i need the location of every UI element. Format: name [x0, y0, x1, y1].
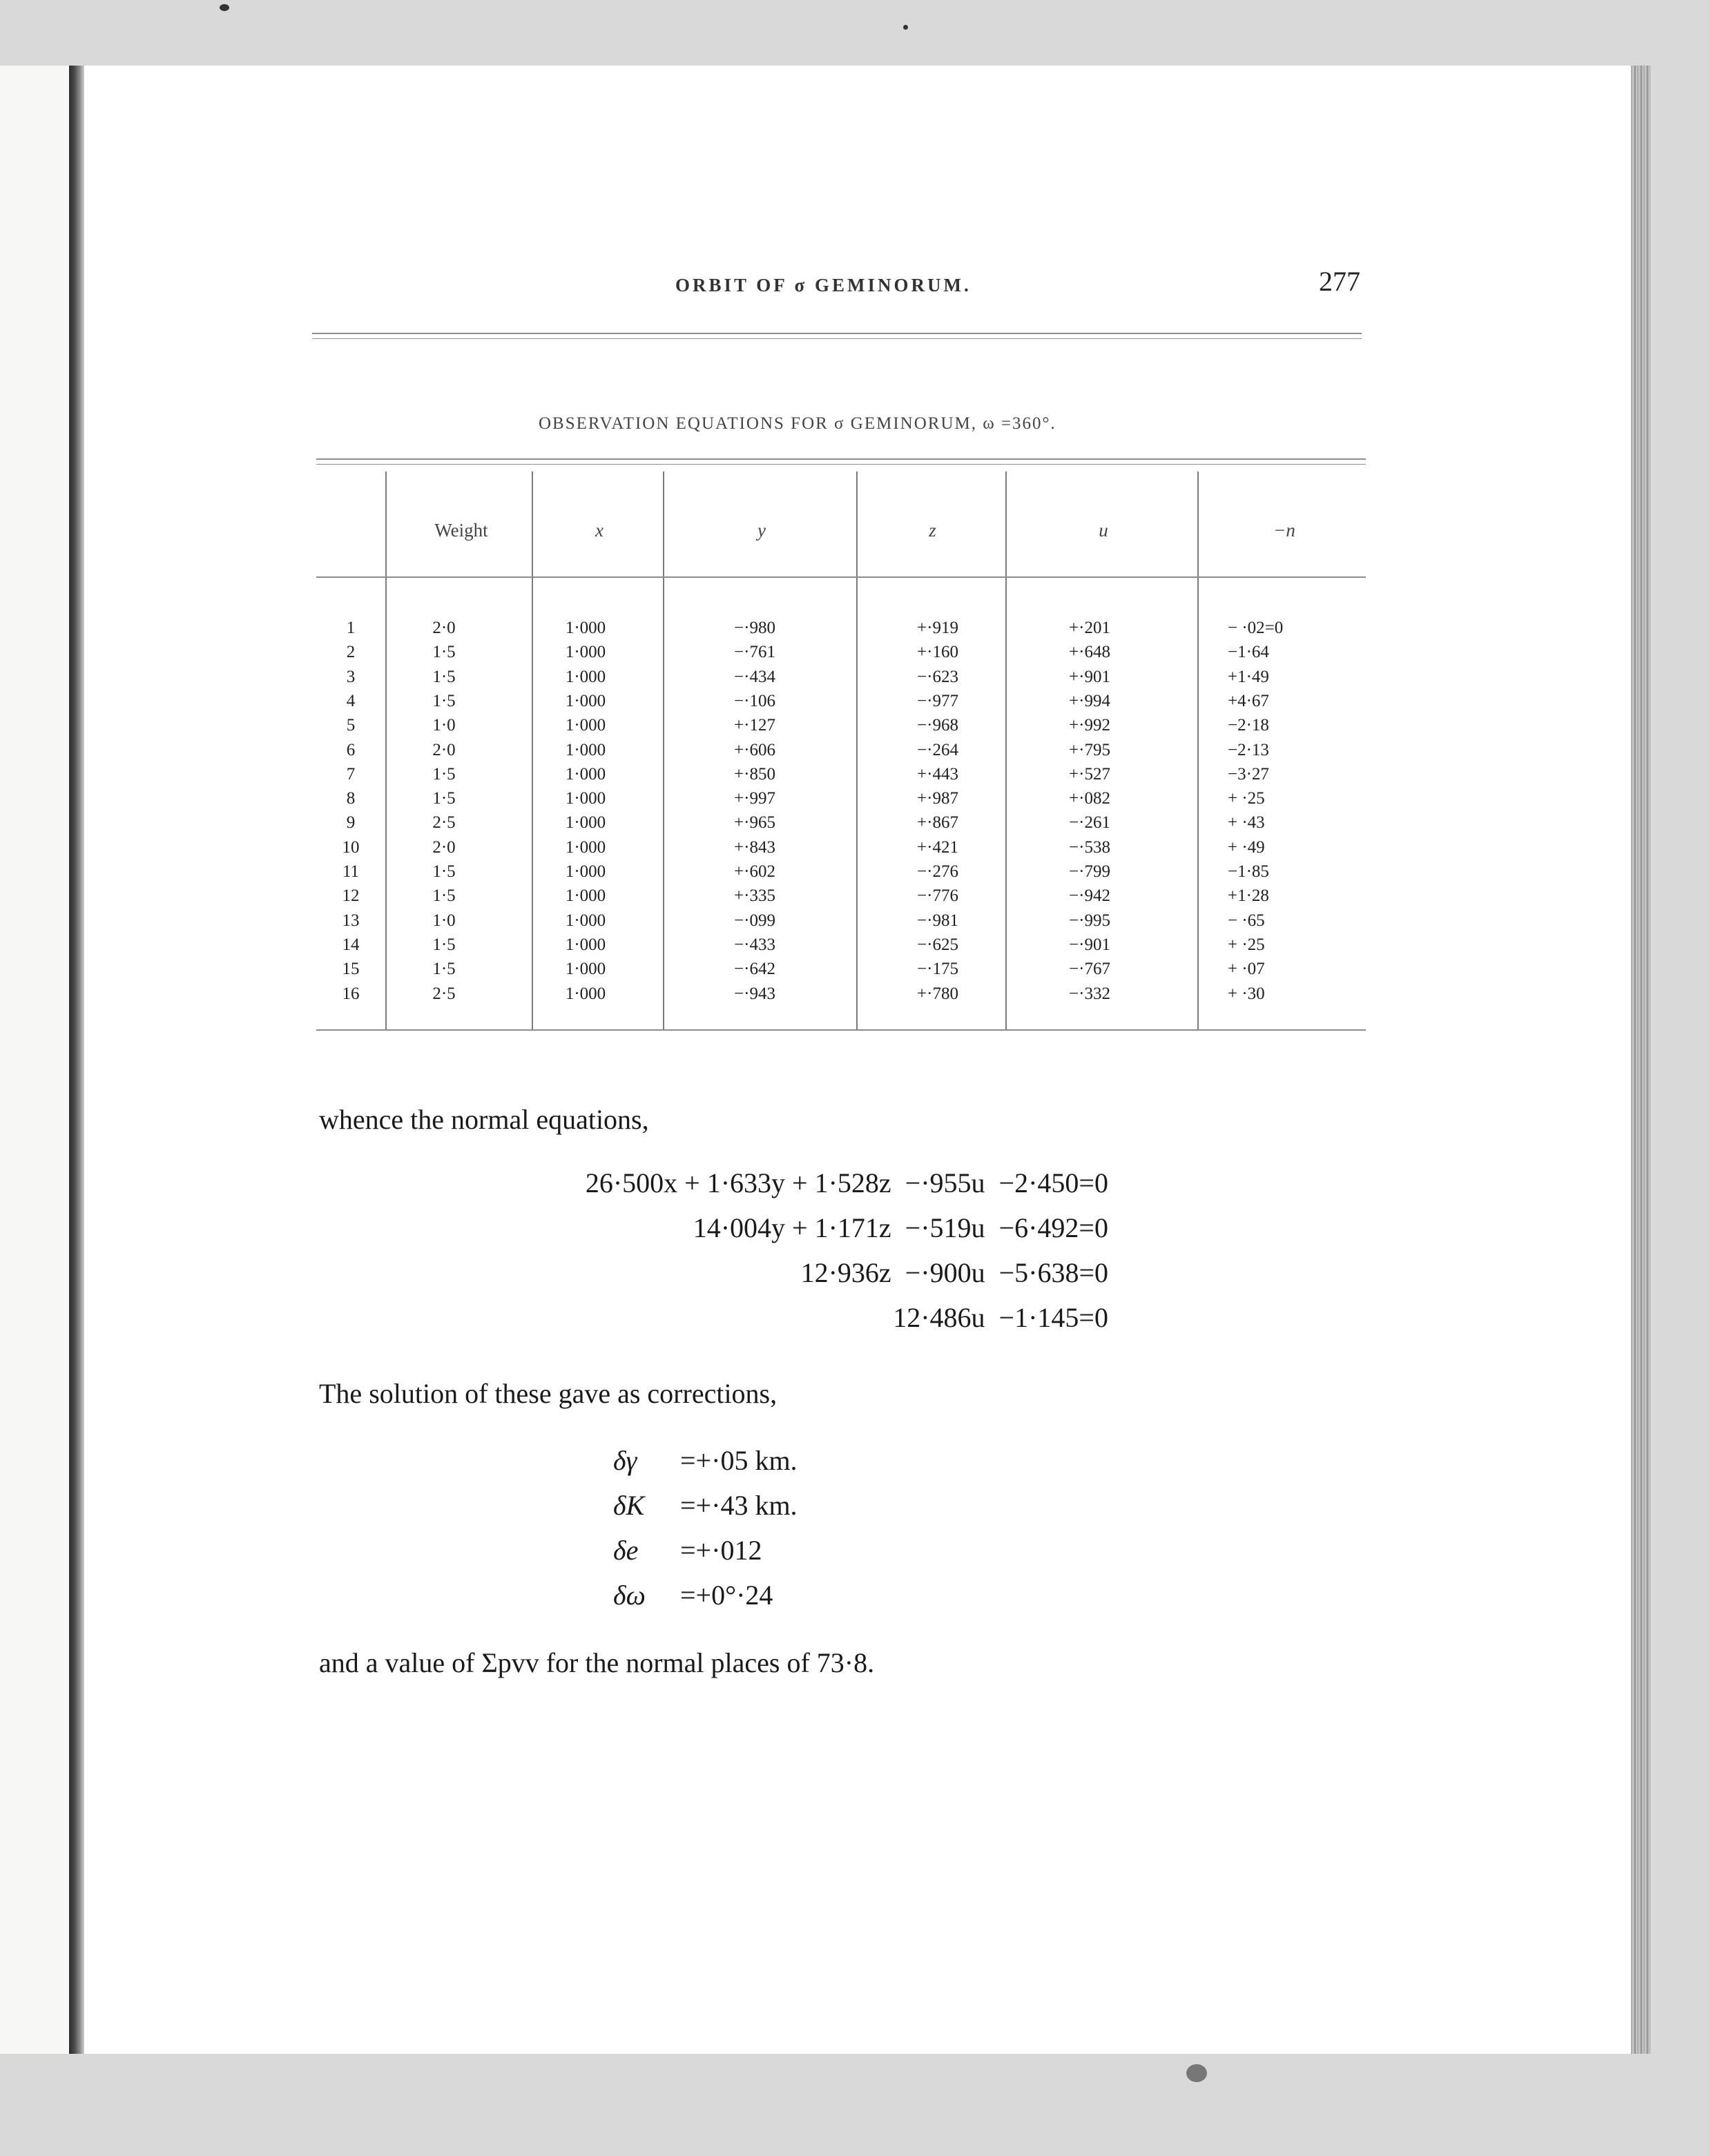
table-row: [316, 886, 1366, 911]
y-cell: −·642: [734, 960, 775, 979]
weight-cell: 1·5: [432, 886, 456, 906]
u-cell: −·767: [1069, 960, 1110, 979]
u-cell: +·795: [1069, 740, 1110, 759]
z-cell: −·175: [917, 960, 958, 979]
dust-speck: [220, 4, 229, 11]
weight-cell: 1·5: [432, 691, 456, 710]
table-row: [316, 862, 1366, 886]
y-cell: +·965: [734, 813, 775, 833]
u-cell: −·261: [1069, 813, 1110, 833]
y-cell: +·843: [734, 837, 775, 857]
weight-cell: 1·5: [432, 789, 456, 808]
book-page: [84, 66, 1631, 2054]
u-cell: +·201: [1069, 619, 1110, 637]
correction-omega-value: =+0°·24: [680, 1580, 773, 1611]
u-cell: −·901: [1069, 935, 1110, 954]
header-rule: [316, 576, 1366, 578]
x-cell: 1·000: [565, 813, 606, 833]
header-x: x: [595, 520, 604, 541]
neg-n-cell: +4·67: [1228, 691, 1269, 710]
facing-page-edge: [0, 66, 70, 2054]
table-top-rule: [316, 458, 1366, 460]
y-cell: −·943: [734, 984, 775, 1003]
z-cell: +·919: [917, 619, 958, 637]
z-cell: −·264: [917, 740, 958, 759]
neg-n-cell: + ·30: [1228, 984, 1265, 1003]
weight-cell: 1·5: [432, 960, 456, 979]
u-cell: +·992: [1069, 716, 1110, 735]
head-rule: [312, 333, 1362, 334]
correction-gamma-value: =+·05 km.: [680, 1445, 798, 1476]
x-cell: 1·000: [565, 619, 606, 637]
correction-gamma-symbol: δγ: [613, 1445, 637, 1476]
y-cell: +·602: [734, 862, 775, 881]
row-number: 8: [346, 789, 356, 808]
normal-equation-4: 12·486u −1·145=0: [893, 1302, 1108, 1333]
neg-n-cell: −1·64: [1228, 643, 1269, 662]
normal-equation-2: 14·004y + 1·171z −·519u −6·492=0: [693, 1212, 1108, 1243]
table-row: [316, 960, 1366, 984]
weight-cell: 1·5: [432, 935, 456, 954]
row-number: 4: [346, 691, 356, 710]
row-number: 11: [342, 862, 360, 881]
z-cell: −·623: [917, 667, 958, 686]
head-rule-thin: [312, 338, 1362, 339]
y-cell: −·980: [734, 619, 775, 637]
header-weight: Weight: [434, 520, 488, 541]
x-cell: 1·000: [565, 691, 606, 710]
table-bottom-rule: [316, 1029, 1366, 1031]
correction-k-symbol: δK: [613, 1490, 645, 1521]
table-top-rule-thin: [316, 464, 1366, 465]
header-z: z: [929, 520, 936, 541]
y-cell: +·850: [734, 764, 775, 784]
row-number: 12: [342, 886, 360, 906]
row-number: 2: [346, 643, 356, 662]
table-row: [316, 789, 1366, 813]
table-title: OBSERVATION EQUATIONS FOR σ GEMINORUM, ω =360°.: [539, 414, 1056, 433]
u-cell: −·799: [1069, 862, 1110, 881]
normal-equation-1: 26·500x + 1·633y + 1·528z −·955u −2·450=0: [585, 1167, 1108, 1198]
table-row: [316, 984, 1366, 1009]
table-row: [316, 935, 1366, 960]
neg-n-cell: − ·02=0: [1228, 619, 1284, 637]
weight-cell: 1·5: [432, 643, 456, 662]
x-cell: 1·000: [565, 716, 606, 735]
x-cell: 1·000: [565, 764, 606, 784]
weight-cell: 1·5: [432, 667, 456, 686]
neg-n-cell: + ·49: [1228, 837, 1265, 857]
u-cell: +·648: [1069, 643, 1110, 662]
u-cell: +·901: [1069, 667, 1110, 686]
neg-n-cell: + ·07: [1228, 960, 1265, 979]
u-cell: −·332: [1069, 984, 1110, 1003]
z-cell: +·421: [917, 837, 958, 857]
neg-n-cell: + ·43: [1228, 813, 1265, 833]
row-number: 5: [346, 716, 356, 735]
row-number: 9: [346, 813, 356, 833]
y-cell: −·099: [734, 911, 775, 930]
table-row: [316, 911, 1366, 935]
z-cell: +·867: [917, 813, 958, 833]
weight-cell: 1·5: [432, 764, 456, 784]
book-gutter: [69, 66, 84, 2054]
y-cell: −·434: [734, 667, 775, 686]
x-cell: 1·000: [565, 886, 606, 906]
normal-equation-3: 12·936z −·900u −5·638=0: [800, 1257, 1108, 1288]
x-cell: 1·000: [565, 960, 606, 979]
table-row: [316, 765, 1366, 789]
row-number: 14: [342, 935, 360, 954]
page-block-edge: [1631, 66, 1650, 2054]
table-row: [316, 619, 1366, 643]
closing-sentence: and a value of Σpvv for the normal places of 73·8.: [319, 1647, 875, 1678]
z-cell: +·443: [917, 764, 958, 784]
weight-cell: 2·0: [432, 619, 456, 637]
row-number: 3: [346, 667, 356, 686]
table-row: [316, 643, 1366, 667]
weight-cell: 2·5: [432, 813, 456, 833]
correction-k-value: =+·43 km.: [680, 1490, 798, 1521]
z-cell: −·776: [917, 886, 958, 906]
row-number: 16: [342, 984, 360, 1003]
y-cell: −·761: [734, 643, 775, 662]
running-head: ORBIT OF σ GEMINORUM.: [675, 275, 972, 295]
weight-cell: 2·5: [432, 984, 456, 1003]
header-neg-n: −n: [1273, 520, 1295, 541]
row-number: 7: [346, 764, 356, 784]
z-cell: +·160: [917, 643, 958, 662]
z-cell: +·780: [917, 984, 958, 1003]
table-row: [316, 668, 1366, 692]
weight-cell: 1·0: [432, 716, 456, 735]
u-cell: −·538: [1069, 837, 1110, 857]
x-cell: 1·000: [565, 789, 606, 808]
neg-n-cell: −2·18: [1228, 716, 1269, 735]
neg-n-cell: + ·25: [1228, 789, 1265, 808]
weight-cell: 1·5: [432, 862, 456, 881]
header-y: y: [757, 520, 766, 541]
u-cell: +·082: [1069, 789, 1110, 808]
z-cell: −·625: [917, 935, 958, 954]
z-cell: −·981: [917, 911, 958, 930]
row-number: 1: [346, 619, 356, 637]
weight-cell: 1·0: [432, 911, 456, 930]
row-number: 10: [342, 837, 360, 857]
normal-equations-intro: whence the normal equations,: [319, 1104, 649, 1135]
neg-n-cell: + ·25: [1228, 935, 1265, 954]
weight-cell: 2·0: [432, 837, 456, 857]
neg-n-cell: +1·28: [1228, 886, 1269, 906]
x-cell: 1·000: [565, 643, 606, 662]
table-row: [316, 692, 1366, 716]
z-cell: −·968: [917, 716, 958, 735]
x-cell: 1·000: [565, 911, 606, 930]
z-cell: −·977: [917, 691, 958, 710]
table-row: [316, 838, 1366, 862]
u-cell: −·942: [1069, 886, 1110, 906]
u-cell: +·994: [1069, 691, 1110, 710]
x-cell: 1·000: [565, 935, 606, 954]
y-cell: +·127: [734, 716, 775, 735]
page-number: 277: [1319, 266, 1360, 297]
row-number: 6: [346, 740, 356, 759]
x-cell: 1·000: [565, 667, 606, 686]
u-cell: +·527: [1069, 764, 1110, 784]
x-cell: 1·000: [565, 837, 606, 857]
neg-n-cell: −2·13: [1228, 740, 1269, 759]
u-cell: −·995: [1069, 911, 1110, 930]
y-cell: +·997: [734, 789, 775, 808]
neg-n-cell: +1·49: [1228, 667, 1269, 686]
header-u: u: [1099, 520, 1108, 541]
y-cell: +·335: [734, 886, 775, 906]
weight-cell: 2·0: [432, 740, 456, 759]
z-cell: −·276: [917, 862, 958, 881]
neg-n-cell: − ·65: [1228, 911, 1265, 930]
table-row: [316, 741, 1366, 765]
dust-speck: [1186, 2064, 1207, 2082]
observation-equations-table: [316, 472, 1366, 1031]
correction-e-symbol: δe: [613, 1535, 639, 1566]
row-number: 13: [342, 911, 360, 930]
dust-speck: [903, 25, 908, 30]
x-cell: 1·000: [565, 984, 606, 1003]
y-cell: +·606: [734, 740, 775, 759]
neg-n-cell: −1·85: [1228, 862, 1269, 881]
row-number: 15: [342, 960, 360, 979]
x-cell: 1·000: [565, 862, 606, 881]
correction-omega-symbol: δω: [613, 1580, 646, 1611]
y-cell: −·433: [734, 935, 775, 954]
table-row: [316, 813, 1366, 837]
solution-intro: The solution of these gave as corrections,: [319, 1378, 778, 1409]
neg-n-cell: −3·27: [1228, 764, 1269, 784]
z-cell: +·987: [917, 789, 958, 808]
y-cell: −·106: [734, 691, 775, 710]
table-row: [316, 716, 1366, 740]
correction-e-value: =+·012: [680, 1535, 762, 1566]
x-cell: 1·000: [565, 740, 606, 759]
